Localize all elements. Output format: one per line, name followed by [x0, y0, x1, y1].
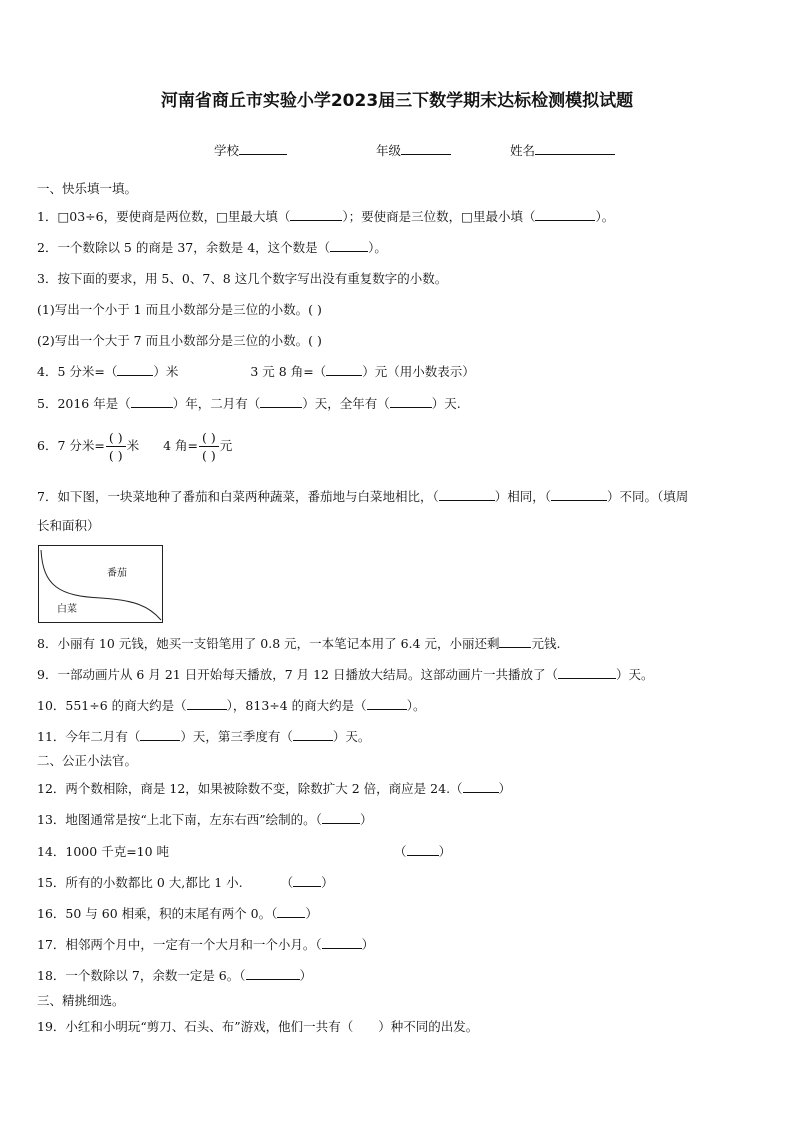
- q6-unit-2: 元: [219, 438, 233, 453]
- q17-text-a: 17．相邻两个月中，一定有一个大月和一个小月。（: [37, 937, 322, 952]
- question-18: [37, 966, 312, 985]
- q6-text-b: 4 角=: [163, 438, 199, 453]
- page-title: 河南省商丘市实验小学2023届三下数学期末达标检测模拟试题: [160, 91, 634, 111]
- q1-text-c: ）。: [595, 209, 615, 224]
- q15-blank: [293, 873, 321, 887]
- school-label: 学校: [214, 143, 240, 158]
- question-16: [37, 904, 318, 923]
- q5-text-a: 5．2016 年是（: [37, 396, 131, 411]
- question-14: [37, 842, 451, 861]
- q5-text-b: ）年，二月有（: [172, 396, 261, 411]
- school-blank: [239, 141, 287, 155]
- q6-text-a: 6．7 分米=: [37, 438, 105, 453]
- grade-field: [376, 141, 451, 159]
- q14-text-b: （: [394, 844, 407, 859]
- q6-unit-1: 米: [126, 438, 140, 453]
- q18-text-a: 18．一个数除以 7，余数一定是 6。（: [37, 968, 246, 983]
- grade-blank: [401, 141, 451, 155]
- q10-text-b: ），813÷4 的商大约是（: [226, 698, 367, 713]
- name-label: 姓名: [510, 143, 536, 158]
- q7-text-c: ）不同。（填周: [606, 489, 689, 504]
- q13-blank: [322, 810, 360, 824]
- q11-blank-1: [140, 727, 180, 741]
- q17-blank: [322, 935, 362, 949]
- q7-text-b: ）相同，（: [494, 489, 551, 504]
- q9-text-b: ）天。: [616, 667, 654, 682]
- q14-text-c: ）: [438, 844, 452, 859]
- q15-text-c: ）: [321, 875, 334, 890]
- q11-text-b: ）天，第三季度有（: [180, 729, 293, 744]
- q8-text-b: 元钱.: [531, 636, 561, 651]
- question-3: 3．按下面的要求，用 5、0、7、8 这几个数字写出没有重复数字的小数。: [37, 271, 448, 286]
- q4-text-a: 4．5 分米=（: [37, 364, 118, 379]
- section-3-heading: 三、精挑细选。: [37, 993, 125, 1008]
- question-6: [37, 428, 232, 464]
- q17-text-b: ）: [361, 937, 375, 952]
- question-12: [37, 779, 511, 798]
- question-19: 19．小红和小明玩“剪刀、石头、布”游戏，他们一共有（ ）种不同的出发。: [37, 1019, 479, 1034]
- q2-text-b: ）。: [368, 240, 387, 255]
- q11-blank-2: [293, 727, 333, 741]
- section-2-heading: 二、公正小法官。: [37, 753, 138, 768]
- q15-text-b: （: [280, 875, 294, 890]
- q1-text-a: 1．□03÷6，要使商是两位数，□里最大填（: [37, 209, 291, 224]
- q4-text-b: ）米: [153, 364, 179, 379]
- q4-text-c: 3 元 8 角=（: [250, 364, 327, 379]
- q5-text-d: ）天.: [431, 396, 461, 411]
- q4-text-d: ）元（用小数表示）: [362, 364, 475, 379]
- q7-text-a: 7．如下图，一块菜地种了番茄和白菜两种蔬菜，番茄地与白菜地相比，（: [37, 489, 439, 504]
- q16-text-b: ）: [305, 906, 318, 921]
- q18-blank: [246, 966, 300, 980]
- q13-text-a: 13．地图通常是按“上北下南，左东右西”绘制的。（: [37, 812, 322, 827]
- question-1: [37, 207, 614, 226]
- q6-frac2-denominator: ( ): [202, 448, 216, 463]
- question-7-cont: 长和面积）: [37, 518, 100, 533]
- q10-blank-2: [367, 696, 407, 710]
- q5-blank-3: [390, 394, 432, 408]
- q5-text-c: ）天，全年有（: [302, 396, 390, 411]
- q12-text-a: 12．两个数相除，商是 12，如果被除数不变，除数扩大 2 倍，商应是 24.（: [37, 781, 463, 796]
- q14-blank: [407, 842, 439, 856]
- q5-blank-2: [260, 394, 302, 408]
- q18-text-b: ）: [299, 968, 313, 983]
- q16-blank: [277, 904, 305, 918]
- question-5: [37, 394, 461, 413]
- q10-blank-1: [187, 696, 227, 710]
- grade-label: 年级: [376, 143, 402, 158]
- q1-text-b: ）；要使商是三位数，□里最小填（: [342, 209, 536, 224]
- question-10: [37, 696, 425, 715]
- q12-blank: [463, 779, 499, 793]
- question-8: [37, 634, 560, 653]
- q6-fraction-1: [106, 429, 126, 464]
- question-11: [37, 727, 370, 746]
- q13-text-b: ）: [359, 812, 373, 827]
- vegetable-plot-figure: [38, 545, 163, 623]
- question-17: [37, 935, 374, 954]
- question-13: [37, 810, 372, 829]
- question-15: [37, 873, 334, 892]
- question-7: [37, 487, 688, 506]
- q8-text-a: 8．小丽有 10 元钱，她买一支铅笔用了 0.8 元，一本笔记本用了 6.4 元，小丽还剩: [37, 636, 500, 651]
- q2-text-a: 2．一个数除以 5 的商是 37，余数是 4，这个数是（: [37, 240, 331, 255]
- q6-frac2-numerator: ( ): [199, 429, 219, 447]
- q1-blank-2: [535, 207, 595, 221]
- name-blank: [535, 141, 615, 155]
- cabbage-label: 白菜: [57, 604, 77, 615]
- q5-blank-1: [131, 394, 173, 408]
- q6-frac1-numerator: ( ): [106, 429, 126, 447]
- q2-blank: [330, 238, 368, 252]
- q7-blank-2: [551, 487, 607, 501]
- q6-frac1-denominator: ( ): [108, 448, 123, 463]
- q11-text-c: ）天。: [332, 729, 371, 744]
- question-4: [37, 362, 475, 381]
- name-field: [510, 141, 615, 159]
- q12-text-b: ）: [498, 781, 512, 796]
- q1-blank-1: [290, 207, 342, 221]
- school-field: [214, 141, 287, 159]
- question-9: [37, 665, 654, 684]
- q10-text-a: 10．551÷6 的商大约是（: [37, 698, 187, 713]
- question-2: [37, 238, 387, 257]
- q15-text-a: 15．所有的小数都比 0 大,都比 1 小.: [37, 875, 243, 890]
- q6-fraction-2: [199, 429, 219, 464]
- q11-text-a: 11．今年二月有（: [37, 729, 141, 744]
- q16-text-a: 16．50 与 60 相乘，积的末尾有两个 0。（: [37, 906, 278, 921]
- question-3-1: (1)写出一个小于 1 而且小数部分是三位的小数。( ): [37, 302, 322, 317]
- q4-blank-1: [117, 362, 153, 376]
- q9-text-a: 9．一部动画片从 6 月 21 日开始每天播放，7 月 12 日播放大结局。这部动画片一共播放了（: [37, 667, 558, 682]
- q10-text-c: ）。: [406, 698, 426, 713]
- tomato-label: 番茄: [107, 568, 127, 579]
- section-1-heading: 一、快乐填一填。: [37, 181, 138, 196]
- q7-blank-1: [439, 487, 495, 501]
- q9-blank: [558, 665, 616, 679]
- q14-text-a: 14．1000 千克=10 吨: [37, 844, 170, 859]
- q4-blank-2: [326, 362, 362, 376]
- question-3-2: (2)写出一个大于 7 而且小数部分是三位的小数。( ): [37, 333, 322, 348]
- q8-blank: [499, 634, 531, 648]
